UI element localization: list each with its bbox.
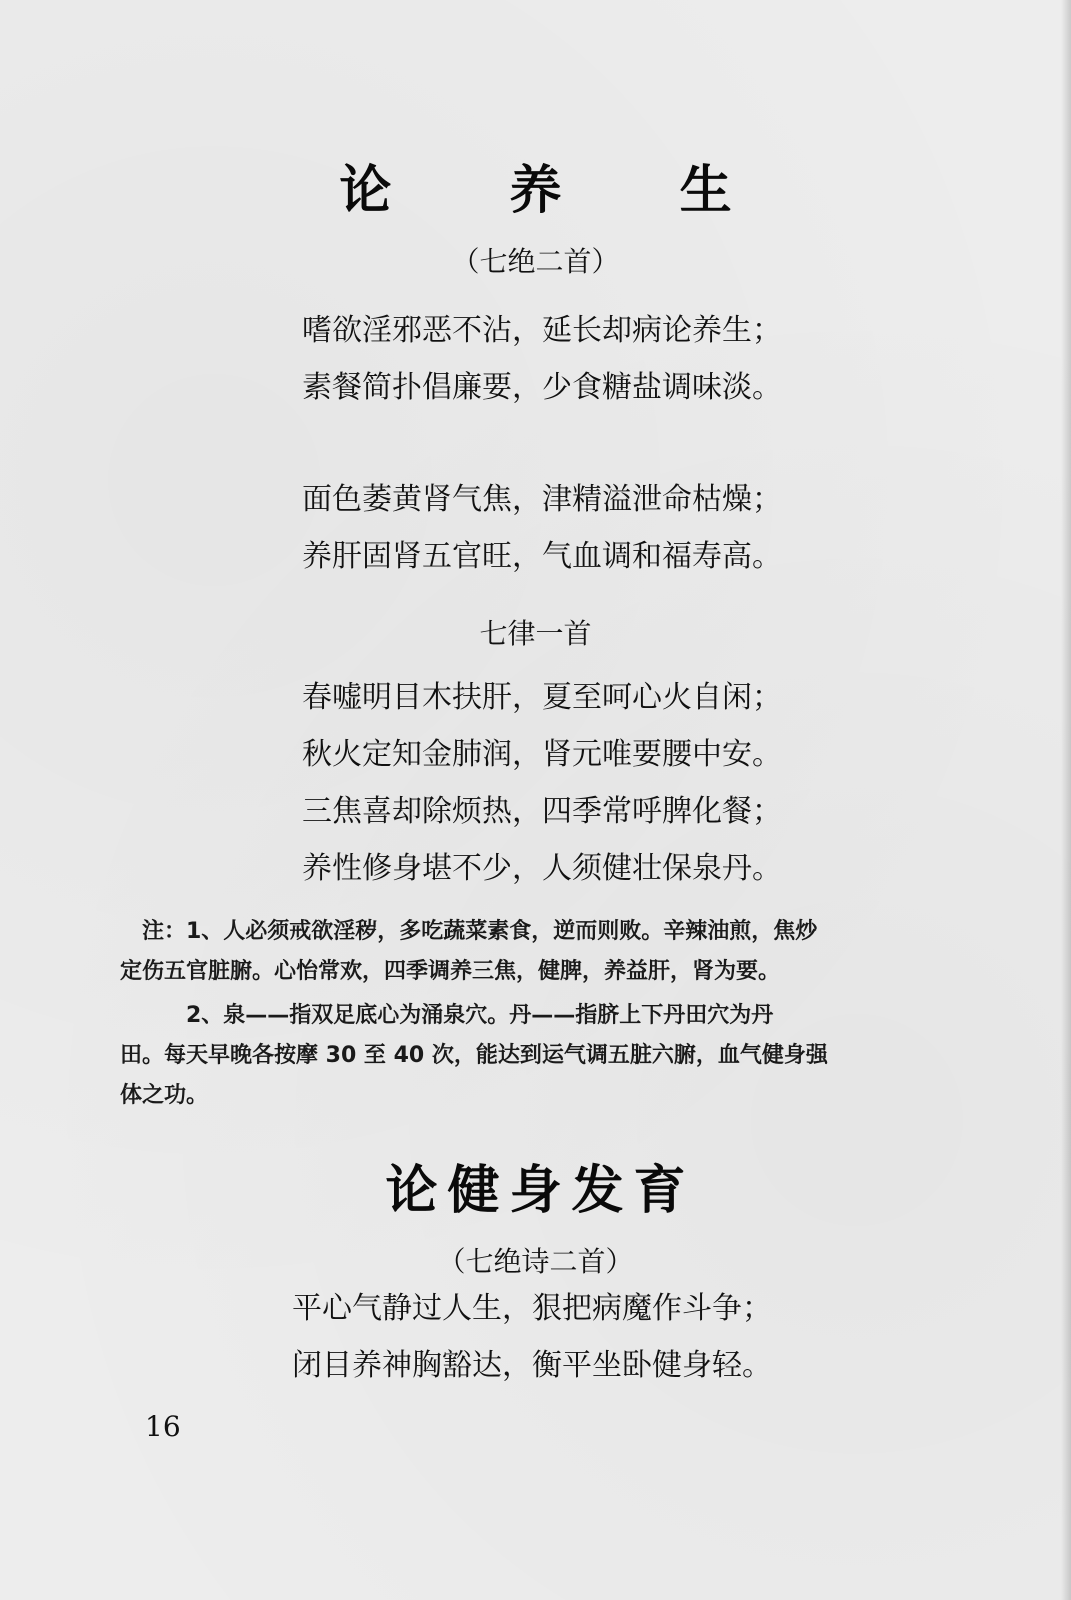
annotation-line: 注：1、人必须戒欲淫秽，多吃蔬菜素食，逆而则败。辛辣油煎，焦炒	[120, 919, 818, 944]
poem-line: 养性修身堪不少，人须健壮保泉丹。	[302, 851, 782, 886]
section-title-jianshen: 论健身发育	[385, 1160, 696, 1221]
poem-line: 春嘘明目木扶肝，夏至呵心火自闲；	[302, 680, 782, 715]
section-subtitle-qijue: （七绝二首）	[451, 245, 620, 278]
section-subtitle-qilv: 七律一首	[479, 617, 592, 650]
poem-line: 闭目养神胸豁达，衡平坐卧健身轻。	[292, 1348, 772, 1383]
page-number: 16	[145, 1410, 181, 1443]
section-subtitle-qijueshi: （七绝诗二首）	[437, 1245, 634, 1278]
section-title-yangsheng: 论 养 生	[339, 160, 782, 221]
poem-line: 三焦喜却除烦热，四季常呼脾化餐；	[302, 794, 782, 829]
poem-line: 平心气静过人生，狠把病魔作斗争；	[292, 1291, 772, 1326]
poem-line: 秋火定知金肺润，肾元唯要腰中安。	[302, 737, 782, 772]
poem-line: 嗜欲淫邪恶不沾，延长却病论养生；	[302, 313, 782, 348]
annotation-line: 2、泉——指双足底心为涌泉穴。丹——指脐上下丹田穴为丹	[120, 1003, 774, 1028]
poem-line: 面色萎黄肾气焦，津精溢泄命枯燥；	[302, 482, 782, 517]
poem-line: 素餐简扑倡廉要，少食糖盐调味淡。	[302, 370, 782, 405]
poem-line: 养肝固肾五官旺，气血调和福寿高。	[302, 539, 782, 574]
annotation-line: 定伤五官脏腑。心怡常欢，四季调养三焦，健脾，养益肝，肾为要。	[120, 959, 781, 984]
annotation-line: 体之功。	[120, 1083, 209, 1108]
annotation-line: 田。每天早晚各按摩 30 至 40 次，能达到运气调五脏六腑，血气健身强	[120, 1043, 828, 1068]
